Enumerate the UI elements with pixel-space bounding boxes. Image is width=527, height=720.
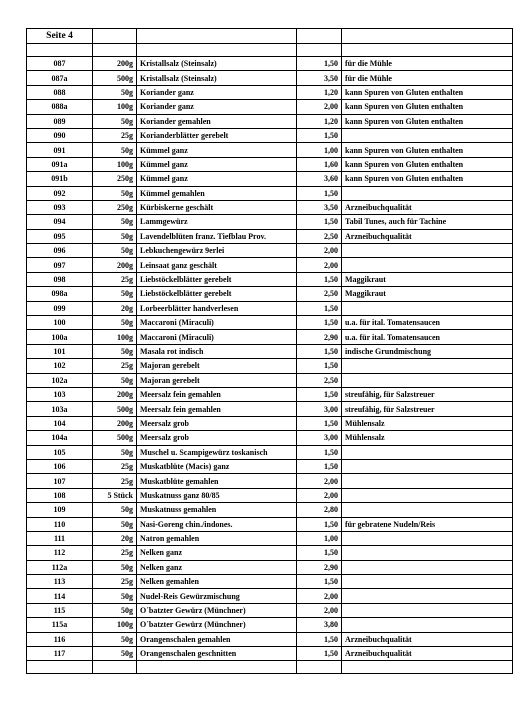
item-number: 103a [27, 402, 93, 416]
item-name: Maccaroni (Miraculi) [137, 330, 297, 344]
spacer-row [27, 661, 513, 674]
item-name: Liebstöckelblätter gerebelt [137, 287, 297, 301]
item-price: 2,90 [297, 330, 342, 344]
table-row [27, 316, 513, 330]
item-note: für die Mühle [342, 71, 513, 85]
spacer-cell [93, 44, 137, 57]
item-note [342, 301, 513, 315]
item-number: 091a [27, 157, 93, 171]
table-row [27, 503, 513, 517]
item-note [342, 244, 513, 258]
item-number: 088a [27, 100, 93, 114]
header-empty-cell [93, 29, 137, 44]
item-price: 1,50 [297, 344, 342, 358]
item-name: Koriander ganz [137, 100, 297, 114]
item-name: Koriander ganz [137, 85, 297, 99]
item-quantity: 25g [93, 459, 137, 473]
item-price: 2,00 [297, 488, 342, 502]
price-list-table [26, 28, 513, 674]
item-name: Lammgewürz [137, 215, 297, 229]
item-quantity: 25g [93, 474, 137, 488]
item-quantity: 500g [93, 431, 137, 445]
item-quantity: 200g [93, 57, 137, 71]
item-number: 108 [27, 488, 93, 502]
header-empty-cell [342, 29, 513, 44]
item-price: 1,50 [297, 416, 342, 430]
item-number: 101 [27, 344, 93, 358]
item-number: 107 [27, 474, 93, 488]
item-quantity: 50g [93, 647, 137, 661]
item-name: Korianderblätter gerebelt [137, 128, 297, 142]
item-note: Arzneibuchqualität [342, 229, 513, 243]
item-name: Meersalz grob [137, 416, 297, 430]
item-price: 3,60 [297, 172, 342, 186]
item-number: 091 [27, 143, 93, 157]
header-empty-cell [297, 29, 342, 44]
item-note: für die Mühle [342, 57, 513, 71]
item-quantity: 50g [93, 560, 137, 574]
item-quantity: 20g [93, 301, 137, 315]
item-price: 1,60 [297, 157, 342, 171]
item-note: Arzneibuchqualität [342, 200, 513, 214]
item-number: 095 [27, 229, 93, 243]
item-number: 092 [27, 186, 93, 200]
item-number: 088 [27, 85, 93, 99]
table-row [27, 157, 513, 171]
item-quantity: 25g [93, 359, 137, 373]
item-number: 098 [27, 272, 93, 286]
item-note: streufähig, für Salzstreuer [342, 387, 513, 401]
item-note: Arzneibuchqualität [342, 632, 513, 646]
table-row [27, 57, 513, 71]
item-number: 115 [27, 603, 93, 617]
item-number: 112a [27, 560, 93, 574]
item-note: kann Spuren von Gluten enthalten [342, 114, 513, 128]
item-name: O´batzter Gewürz (Münchner) [137, 603, 297, 617]
item-name: Nudel-Reis Gewürzmischung [137, 589, 297, 603]
table-row [27, 143, 513, 157]
item-price: 2,00 [297, 603, 342, 617]
table-row [27, 85, 513, 99]
item-note: indische Grundmischung [342, 344, 513, 358]
item-price: 1,50 [297, 647, 342, 661]
item-price: 2,80 [297, 503, 342, 517]
item-name: Muskatblüte (Macis) ganz [137, 459, 297, 473]
item-note [342, 503, 513, 517]
item-name: Nelken ganz [137, 546, 297, 560]
item-quantity: 5 Stück [93, 488, 137, 502]
table-row [27, 546, 513, 560]
table-row [27, 531, 513, 545]
item-quantity: 200g [93, 416, 137, 430]
table-row [27, 172, 513, 186]
item-number: 106 [27, 459, 93, 473]
table-row [27, 344, 513, 358]
table-row [27, 330, 513, 344]
item-name: Kristallsalz (Steinsalz) [137, 71, 297, 85]
price-list-body [27, 29, 513, 674]
item-quantity: 50g [93, 287, 137, 301]
table-row [27, 100, 513, 114]
spacer-row [27, 44, 513, 57]
item-name: Muskatnuss gemahlen [137, 503, 297, 517]
spacer-cell [297, 44, 342, 57]
item-name: Kümmel ganz [137, 172, 297, 186]
item-price: 1,50 [297, 445, 342, 459]
item-number: 116 [27, 632, 93, 646]
spacer-cell [137, 661, 297, 674]
item-price: 1,20 [297, 85, 342, 99]
spacer-cell [27, 44, 93, 57]
item-number: 098a [27, 287, 93, 301]
item-note [342, 474, 513, 488]
item-name: Natron gemahlen [137, 531, 297, 545]
item-quantity: 50g [93, 632, 137, 646]
item-name: Liebstöckelblätter gerebelt [137, 272, 297, 286]
item-price: 2,50 [297, 287, 342, 301]
item-number: 111 [27, 531, 93, 545]
item-number: 115a [27, 618, 93, 632]
item-number: 090 [27, 128, 93, 142]
item-price: 3,00 [297, 402, 342, 416]
item-note [342, 128, 513, 142]
item-price: 1,50 [297, 387, 342, 401]
item-number: 094 [27, 215, 93, 229]
item-quantity: 500g [93, 71, 137, 85]
table-row [27, 71, 513, 85]
item-note: kann Spuren von Gluten enthalten [342, 100, 513, 114]
item-name: Leinsaat ganz geschält [137, 258, 297, 272]
item-note: streufähig, für Salzstreuer [342, 402, 513, 416]
item-note: kann Spuren von Gluten enthalten [342, 85, 513, 99]
item-quantity: 50g [93, 229, 137, 243]
spacer-cell [342, 44, 513, 57]
item-note [342, 575, 513, 589]
item-name: Majoran gerebelt [137, 373, 297, 387]
item-name: Meersalz fein gemahlen [137, 387, 297, 401]
item-quantity: 250g [93, 172, 137, 186]
item-number: 099 [27, 301, 93, 315]
spacer-cell [297, 661, 342, 674]
item-price: 1,00 [297, 531, 342, 545]
item-price: 2,90 [297, 560, 342, 574]
item-name: Lorbeerblätter handverlesen [137, 301, 297, 315]
item-number: 113 [27, 575, 93, 589]
item-note [342, 546, 513, 560]
item-price: 1,50 [297, 272, 342, 286]
item-number: 103 [27, 387, 93, 401]
item-note: kann Spuren von Gluten enthalten [342, 157, 513, 171]
item-name: Nelken ganz [137, 560, 297, 574]
item-quantity: 50g [93, 373, 137, 387]
item-name: Masala rot indisch [137, 344, 297, 358]
item-name: Kümmel ganz [137, 157, 297, 171]
item-number: 097 [27, 258, 93, 272]
item-number: 104a [27, 431, 93, 445]
item-price: 1,50 [297, 546, 342, 560]
item-price: 1,50 [297, 517, 342, 531]
table-row [27, 359, 513, 373]
item-quantity: 50g [93, 445, 137, 459]
table-row [27, 186, 513, 200]
item-name: Muskatnuss ganz 80/85 [137, 488, 297, 502]
spacer-cell [27, 661, 93, 674]
item-name: Kürbiskerne geschält [137, 200, 297, 214]
item-quantity: 25g [93, 575, 137, 589]
item-note: Maggikraut [342, 272, 513, 286]
item-note: Maggikraut [342, 287, 513, 301]
item-price: 2,00 [297, 589, 342, 603]
item-note: für gebratene Nudeln/Reis [342, 517, 513, 531]
item-number: 100 [27, 316, 93, 330]
item-price: 1,50 [297, 359, 342, 373]
item-name: Lavendelblüten franz. Tiefblau Prov. [137, 229, 297, 243]
item-note: Mühlensalz [342, 416, 513, 430]
item-price: 1,50 [297, 575, 342, 589]
table-row [27, 618, 513, 632]
item-note [342, 618, 513, 632]
item-number: 110 [27, 517, 93, 531]
item-number: 102a [27, 373, 93, 387]
table-row [27, 575, 513, 589]
item-note [342, 603, 513, 617]
item-note: Mühlensalz [342, 431, 513, 445]
item-note: Tabil Tunes, auch für Tachine [342, 215, 513, 229]
item-price: 2,00 [297, 100, 342, 114]
item-note: kann Spuren von Gluten enthalten [342, 143, 513, 157]
item-name: Meersalz grob [137, 431, 297, 445]
table-row [27, 244, 513, 258]
item-number: 087a [27, 71, 93, 85]
item-note [342, 359, 513, 373]
item-number: 102 [27, 359, 93, 373]
item-name: Kristallsalz (Steinsalz) [137, 57, 297, 71]
item-quantity: 50g [93, 316, 137, 330]
item-note [342, 258, 513, 272]
item-quantity: 25g [93, 546, 137, 560]
table-row [27, 373, 513, 387]
item-quantity: 100g [93, 618, 137, 632]
table-row [27, 488, 513, 502]
item-number: 096 [27, 244, 93, 258]
item-name: Koriander gemahlen [137, 114, 297, 128]
item-quantity: 50g [93, 503, 137, 517]
item-number: 100a [27, 330, 93, 344]
table-row [27, 560, 513, 574]
item-quantity: 200g [93, 387, 137, 401]
item-price: 2,00 [297, 474, 342, 488]
spacer-cell [342, 661, 513, 674]
item-note [342, 373, 513, 387]
item-quantity: 50g [93, 517, 137, 531]
item-quantity: 25g [93, 272, 137, 286]
item-name: Muschel u. Scampigewürz toskanisch [137, 445, 297, 459]
item-price: 1,50 [297, 128, 342, 142]
item-name: Lebkuchengewürz 9erlei [137, 244, 297, 258]
table-row [27, 632, 513, 646]
item-quantity: 50g [93, 244, 137, 258]
item-number: 089 [27, 114, 93, 128]
table-row [27, 416, 513, 430]
item-note [342, 488, 513, 502]
item-price: 1,00 [297, 143, 342, 157]
table-row [27, 200, 513, 214]
item-quantity: 100g [93, 100, 137, 114]
item-price: 1,50 [297, 215, 342, 229]
item-name: Kümmel ganz [137, 143, 297, 157]
item-name: Muskatblüte gemahlen [137, 474, 297, 488]
table-row [27, 431, 513, 445]
item-note: kann Spuren von Gluten enthalten [342, 172, 513, 186]
spacer-cell [137, 44, 297, 57]
table-row [27, 474, 513, 488]
page-label: Seite 4 [27, 29, 93, 44]
item-quantity: 500g [93, 402, 137, 416]
item-number: 112 [27, 546, 93, 560]
table-row [27, 215, 513, 229]
table-row [27, 402, 513, 416]
item-price: 2,00 [297, 244, 342, 258]
item-quantity: 25g [93, 128, 137, 142]
item-price: 2,00 [297, 258, 342, 272]
table-row [27, 229, 513, 243]
item-price: 3,50 [297, 200, 342, 214]
spacer-cell [93, 661, 137, 674]
item-name: Nasi-Goreng chin./indones. [137, 517, 297, 531]
table-row [27, 459, 513, 473]
item-quantity: 50g [93, 215, 137, 229]
item-name: Majoran gerebelt [137, 359, 297, 373]
item-note: u.a. für ital. Tomatensaucen [342, 330, 513, 344]
item-price: 2,50 [297, 229, 342, 243]
item-number: 109 [27, 503, 93, 517]
item-quantity: 50g [93, 186, 137, 200]
item-price: 3,00 [297, 431, 342, 445]
table-row [27, 287, 513, 301]
item-price: 1,50 [297, 316, 342, 330]
item-quantity: 50g [93, 344, 137, 358]
item-price: 1,50 [297, 459, 342, 473]
table-row [27, 387, 513, 401]
item-quantity: 250g [93, 200, 137, 214]
item-quantity: 50g [93, 114, 137, 128]
item-quantity: 100g [93, 330, 137, 344]
item-note [342, 445, 513, 459]
item-name: Meersalz fein gemahlen [137, 402, 297, 416]
item-note: u.a. für ital. Tomatensaucen [342, 316, 513, 330]
item-quantity: 200g [93, 258, 137, 272]
item-name: Maccaroni (Miraculi) [137, 316, 297, 330]
item-quantity: 100g [93, 157, 137, 171]
table-row [27, 603, 513, 617]
item-note [342, 589, 513, 603]
item-price: 1,50 [297, 301, 342, 315]
table-row [27, 517, 513, 531]
item-note [342, 459, 513, 473]
item-quantity: 50g [93, 603, 137, 617]
item-number: 091b [27, 172, 93, 186]
header-empty-cell [137, 29, 297, 44]
item-quantity: 20g [93, 531, 137, 545]
table-row [27, 647, 513, 661]
item-price: 1,50 [297, 632, 342, 646]
item-name: Kümmel gemahlen [137, 186, 297, 200]
table-row [27, 589, 513, 603]
item-name: Orangenschalen geschnitten [137, 647, 297, 661]
item-number: 087 [27, 57, 93, 71]
table-row [27, 114, 513, 128]
item-quantity: 50g [93, 85, 137, 99]
item-price: 1,50 [297, 186, 342, 200]
table-row [27, 128, 513, 142]
item-note: Arzneibuchqualität [342, 647, 513, 661]
item-note [342, 531, 513, 545]
item-number: 093 [27, 200, 93, 214]
item-number: 117 [27, 647, 93, 661]
table-row [27, 445, 513, 459]
item-price: 1,50 [297, 57, 342, 71]
item-quantity: 50g [93, 589, 137, 603]
item-name: Nelken gemahlen [137, 575, 297, 589]
item-quantity: 50g [93, 143, 137, 157]
item-price: 1,20 [297, 114, 342, 128]
header-row [27, 29, 513, 44]
item-price: 2,50 [297, 373, 342, 387]
item-note [342, 186, 513, 200]
item-note [342, 560, 513, 574]
item-name: Orangenschalen gemahlen [137, 632, 297, 646]
table-row [27, 272, 513, 286]
item-number: 105 [27, 445, 93, 459]
item-number: 104 [27, 416, 93, 430]
item-price: 3,80 [297, 618, 342, 632]
table-row [27, 301, 513, 315]
item-price: 3,50 [297, 71, 342, 85]
item-number: 114 [27, 589, 93, 603]
table-row [27, 258, 513, 272]
item-name: O´batzter Gewürz (Münchner) [137, 618, 297, 632]
